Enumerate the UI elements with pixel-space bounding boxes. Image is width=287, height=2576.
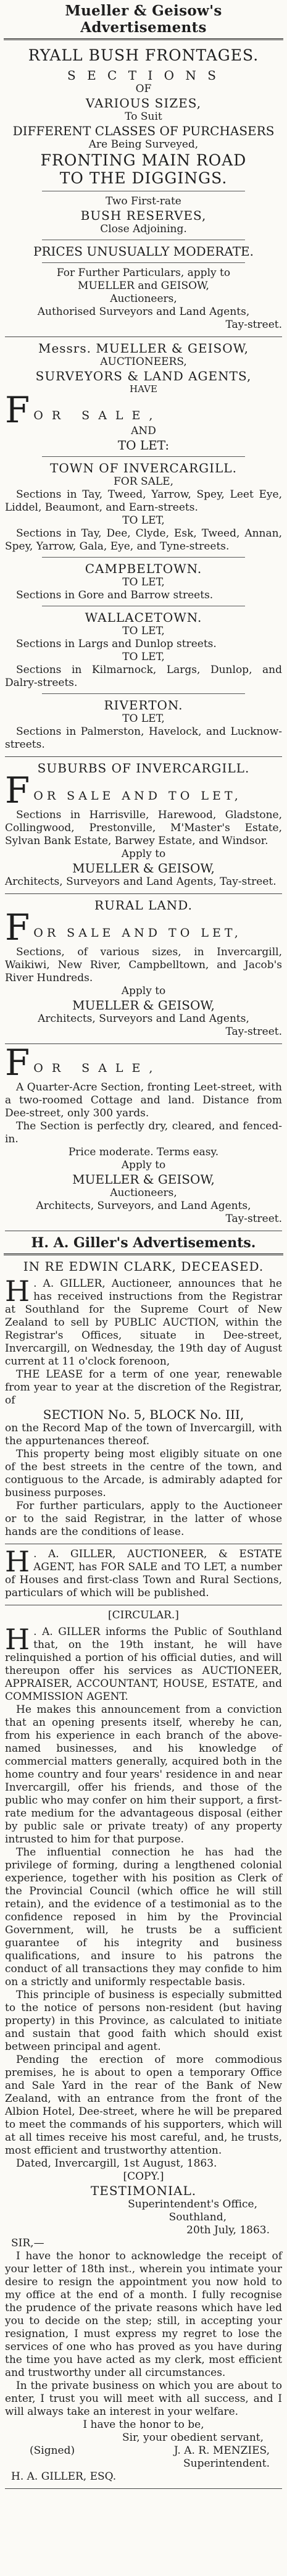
ad-line: Dated, Invercargill, 1st August, 1863. <box>16 2157 217 2170</box>
banner-text: OR SALE, <box>33 1061 162 1075</box>
ad-firm: MUELLER & GEISOW, <box>72 1172 215 1187</box>
ad-line: Apply to <box>121 1159 166 1171</box>
ad-line: Architects, Surveyors and Land Agents, Tay-street. <box>5 876 277 888</box>
drop-cap: F <box>5 769 30 811</box>
ad-paragraph: He makes this announcement from a conviction that an opening presents itself, whereby he can, from his experience in each branch of the above-named businesses, and his knowledge of commercial matters generally, acquired both in the home country and four years' residence in and near Invercargill, offer his friends, and those of the public who may confer on him their support, a first-rate medium for the advantageous disposal (either by public sale or private treaty) of any property intrusted to him for that purpose. <box>5 1704 282 1846</box>
ad-line: TO LET, <box>122 713 165 725</box>
ad-line: Southland, <box>168 2211 227 2223</box>
ad-line: Authorised Surveyors and Land Agents, <box>37 306 250 318</box>
drop-cap: F <box>5 906 30 948</box>
ad-line: SIR,— <box>11 2237 44 2249</box>
ad-subheading: RIVERTON. <box>104 698 183 713</box>
ad-line: HAVE <box>130 383 157 395</box>
ad-line: TO LET: <box>117 438 170 453</box>
ad-line: Sir, your obedient servant, <box>122 2432 264 2444</box>
ad-paragraph: This principle of business is especially submitted to the notice of persons non-resident (but having property) in this Province, as calculated to initiate and sustain that good faith which should exist between principal and agent. <box>5 1989 282 2053</box>
ad-paragraph: Sections in Palmerston, Havelock, and Lucknow-streets. <box>5 726 282 751</box>
ad-line: DIFFERENT CLASSES OF PURCHASERS <box>12 123 275 138</box>
signatory-name: J. A. R. MENZIES, <box>173 2444 270 2457</box>
ad-paragraph: The influential connection he has had the privilege of forming, during a lengthened colonial experience, together with his position as Clerk of the Provincial Council (which office he will still retain), and the evidence of a testimonial as to the confidence reposed in him by the Provincial Government, will, he trusts be a sufficient guarantee of his integrity and business qualifications, and insure to his patrons the conduct of all transactions they may confide to him on a strictly and uniformly respectable basis. <box>5 1846 282 1988</box>
ad-line: Architects, Surveyors, and Land Agents, <box>36 1200 251 1212</box>
ad-line: Apply to <box>121 848 166 860</box>
ad-subheading: TOWN OF INVERCARGILL. <box>50 461 237 475</box>
banner-text: OR SALE, <box>33 409 162 422</box>
ad-line: Price moderate. Terms easy. <box>68 1146 219 1158</box>
ad-line: H. A. GILLER, ESQ. <box>11 2470 117 2483</box>
ad-line: Auctioneers, <box>110 1187 177 1199</box>
ad-paragraph: For further particulars, apply to the Auctioneer or to the said Registrar, in the latter of whose hands are the conditions of lease. <box>5 1500 282 1538</box>
ad-line: Architects, Surveyors and Land Agents, <box>38 1013 249 1025</box>
ad-line: Are Being Surveyed, <box>88 138 199 151</box>
for-sale-banner <box>5 906 282 948</box>
signature-line <box>5 2444 282 2457</box>
ad-subheading: RURAL LAND. <box>94 898 193 913</box>
ad-subheading: SECTION No. 5, BLOCK No. III, <box>43 1407 244 1422</box>
ad-title: RYALL BUSH FRONTAGES. <box>28 46 259 64</box>
for-sale-banner <box>5 1042 282 1084</box>
ad-paragraph: The Section is perfectly dry, cleared, and fenced-in. <box>5 1120 282 1145</box>
ad-line: Close Adjoining. <box>100 223 187 235</box>
drop-cap: F <box>5 1042 30 1084</box>
ad-line: Apply to <box>121 985 166 997</box>
ad-paragraph: A Quarter-Acre Section, fronting Leet-street, with a two-roomed Cottage and land. Distance from Dee-street, only 300 yards. <box>5 1081 282 1119</box>
ad-line: [COPY.] <box>123 2170 164 2183</box>
ad-subheading: TESTIMONIAL. <box>90 2183 197 2198</box>
ad-paragraph: THE LEASE for a term of one year, renewable from year to year at the discretion of the Registrar, of <box>5 1368 282 1407</box>
ad-subheading: WALLACETOWN. <box>85 610 202 625</box>
signed-label: (Signed) <box>30 2444 75 2457</box>
ad-suburbs <box>5 757 282 894</box>
ad-paragraph: Sections in Tay, Tweed, Yarrow, Spey, Leet Eye, Liddel, Beaumont, and Earn-streets. <box>5 488 282 514</box>
ad-quarter-acre <box>5 1044 282 1231</box>
ad-line: FRONTING MAIN ROAD <box>40 151 247 169</box>
ad-firm: MUELLER and GEISOW, <box>78 280 209 292</box>
ad-town-sections <box>5 337 282 757</box>
ad-subheading: SUBURBS OF INVERCARGILL. <box>37 761 250 776</box>
ad-line: TO LET, <box>122 651 165 663</box>
ad-line: VARIOUS SIZES, <box>85 96 202 111</box>
ad-line: AND <box>131 425 156 437</box>
ad-line: To Suit <box>125 111 162 123</box>
ad-line: TO LET, <box>122 514 165 527</box>
ad-paragraph: I have the honor to acknowledge the receipt of your letter of 18th inst., wherein you intimate your desire to resign the appointment you now hold to my office at the end of a month. I fully recognise the prudence of the private reasons which have led you to decide on the step; still, in accepting your resignation, I must express my regret to lose the services of one who has proved as you have during the time you have acted as my clerk, most efficient and trustworthy under all circumstances. <box>5 2250 282 2379</box>
ad-line: Auctioneers, <box>110 293 177 305</box>
drop-cap: H <box>5 1623 30 1656</box>
ad-paragraph <box>5 1623 282 1704</box>
ad-line: For Further Particulars, apply to <box>56 267 231 279</box>
ad-line: Tay-street. <box>225 1026 282 1038</box>
banner-text: OR SALE AND TO LET, <box>33 926 242 940</box>
drop-cap: F <box>5 389 30 431</box>
paragraph-text: . A. GILLER informs the Public of Southland that, on the 19th instant, he will have relinquished a portion of his official duties, and will thereupon offer his services as AUCTIONEER, APPRAISER, ACCOUNTANT, HOUSE, ESTATE, and COMMISSION AGENT. <box>5 1626 282 1703</box>
ad-paragraph: Sections, of various sizes, in Invercargill, Waikiwi, New River, Campbelltown, and Jacob's River Hundreds. <box>5 946 282 984</box>
ad-line: TO LET, <box>122 625 165 637</box>
ad-line: PRICES UNUSUALLY MODERATE. <box>33 244 254 259</box>
ad-paragraph: Pending the erection of more commodious premises, he is about to open a temporary Office and Sale Yard in the rear of the Bank of New Zealand, with an entrance from the front of the Albion Hotel, Dee-street, where he will be prepared to meet the commands of his supporters, which will at all times receive his most careful, and, he trusts, most efficient and trustworthy attention. <box>5 2054 282 2157</box>
ad-paragraph <box>5 1274 282 1368</box>
giller-heading: H. A. Giller's Advertisements. <box>4 1231 283 1255</box>
ad-firm: MUELLER & GEISOW, <box>72 998 215 1013</box>
banner-text: OR SALE AND TO LET, <box>33 789 242 803</box>
ad-paragraph: Sections in Harrisville, Harewood, Gladstone, Collingwood, Prestonville, M'Master's Estate, Sylvan Bank Estate, Barwey Estate, and Windsor. <box>5 809 282 847</box>
ad-line: BUSH RESERVES, <box>80 208 207 223</box>
ad-line: 20th July, 1863. <box>186 2224 270 2236</box>
ad-paragraph: on the Record Map of the town of Invercargill, with the appurtenances thereof. <box>5 1422 282 1447</box>
ad-paragraph: Sections in Kilmarnock, Largs, Dunlop, and Dalry-streets. <box>5 664 282 689</box>
ad-line: FOR SALE, <box>114 475 173 488</box>
paragraph-text: . A. GILLER, Auctioneer, announces that he has received instructions from the Registrar at Southland for the Supreme Court of New Zealand to sell by PUBLIC AUCTION, within the Registrar's Offices, situate in Dee-street, Invercargill, on Wednesday, the 19th day of August current at 11 o'clock forenoon, <box>5 1278 282 1368</box>
ad-giller-for-sale <box>5 1544 282 1605</box>
ad-line: AUCTIONEERS, <box>100 356 187 368</box>
ad-subheading: CAMPBELTOWN. <box>85 561 202 576</box>
ad-ryall-bush <box>5 40 282 337</box>
ad-line: I have the honor to be, <box>83 2419 204 2431</box>
drop-cap: H <box>5 1274 30 1308</box>
ad-paragraph: Sections in Largs and Dunlop streets. <box>16 638 217 650</box>
ad-line: Superintendent's Office, <box>128 2198 257 2210</box>
drop-cap: H <box>5 1545 30 1578</box>
ad-giller-circular <box>5 1605 282 2489</box>
ad-line: Two First-rate <box>106 195 181 207</box>
masthead-title: Mueller & Geisow's Advertisements <box>4 0 283 40</box>
ad-subheading: IN RE EDWIN CLARK, DECEASED. <box>23 1259 264 1274</box>
ad-line: Superintendent. <box>183 2457 270 2470</box>
ad-paragraph <box>5 1545 282 1600</box>
ad-line: [CIRCULAR.] <box>108 1609 179 1621</box>
paragraph-text: . A. GILLER, AUCTIONEER, & ESTATE AGENT, has FOR SALE and TO LET, a number of Houses and first-class Town and Rural Sections, particulars of which will be published. <box>5 1548 282 1599</box>
for-sale-banner <box>5 769 282 811</box>
ad-edwin-clark <box>5 1255 282 1544</box>
ad-paragraph: In the private business on which you are about to enter, I trust you will meet with all success, and I will always take an interest in your welfare. <box>5 2380 282 2418</box>
ad-rural-land <box>5 894 282 1044</box>
ad-paragraph: This property being most eligibly situate on one of the best streets in the centre of the town, and contiguous to the Arcade, is admirably adapted for business purposes. <box>5 1448 282 1499</box>
ad-line: TO LET, <box>122 576 165 588</box>
ad-paragraph: Sections in Tay, Dee, Clyde, Esk, Tweed, Annan, Spey, Yarrow, Gala, Eye, and Tyne-streets. <box>5 527 282 553</box>
ad-line: Tay-street. <box>225 319 282 331</box>
ad-line: TO THE DIGGINGS. <box>59 169 228 187</box>
ad-line: S E C T I O N S <box>67 68 220 83</box>
ad-line: SURVEYORS & LAND AGENTS, <box>35 369 252 383</box>
ad-paragraph: Sections in Gore and Barrow streets. <box>16 589 214 601</box>
ad-firm: MUELLER & GEISOW, <box>72 861 215 876</box>
ad-line: Tay-street. <box>225 1213 282 1225</box>
ad-line: Messrs. MUELLER & GEISOW, <box>38 341 249 356</box>
ad-line: OF <box>135 83 152 95</box>
